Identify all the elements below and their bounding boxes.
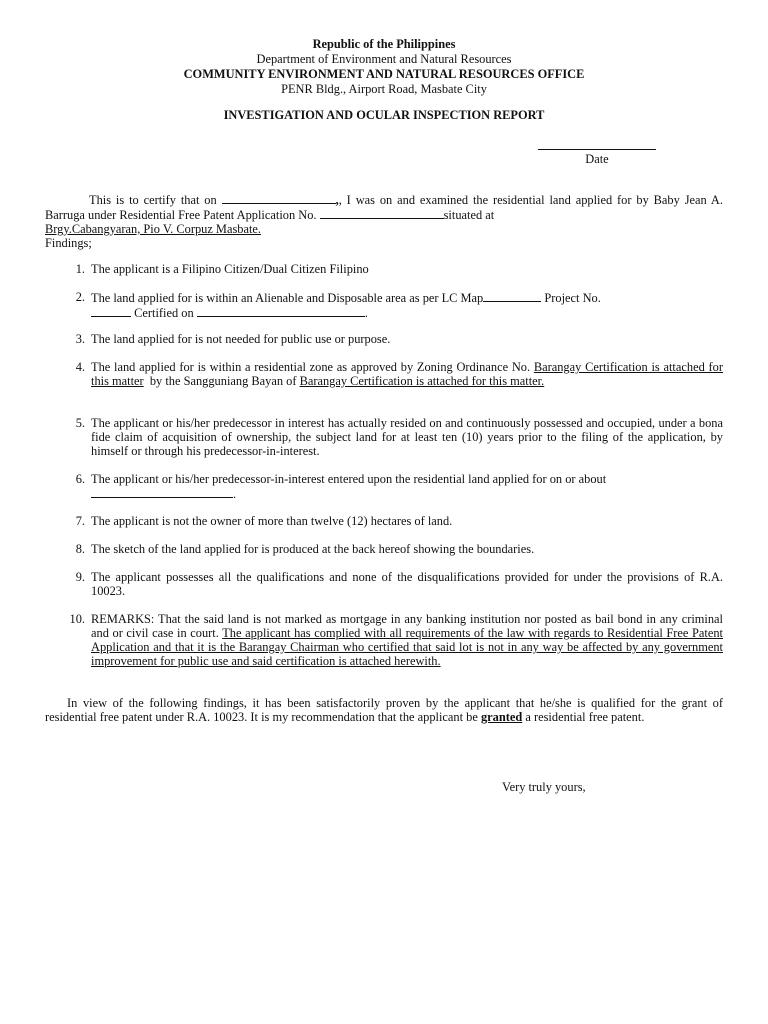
closing-paragraph: In view of the following findings, it has been satisfactorily proven by the applicant that he/she is qualified for the grant of residential free patent under R.A. 10023. It is my recommendation that the applicant be granted a residential free patent. [45, 696, 723, 724]
finding-number: 9. [75, 570, 85, 584]
finding-text: The land applied for is not needed for public use or purpose. [91, 332, 391, 346]
intro-part1: This is to certify that on [89, 193, 217, 207]
signoff: Very truly yours, [502, 780, 586, 794]
findings-label: Findings; [45, 236, 92, 250]
finding-number: 10. [69, 612, 85, 626]
finding-text: The land applied for is within a residential zone as approved by Zoning Ordinance No. Barangay Certification is attached for this matter by the Sangguniang Bayan of Barangay Certification is attached for this matter. [91, 360, 723, 388]
finding-text: REMARKS: That the said land is not marked as mortgage in any banking institution nor posted as bail bond in any criminal and or civil case in court. The applicant has complied with all requirements of the law with regards to Residential Free Patent Application and that it is the Barangay Chairman who certified that said lot is not in any way be affected by any government improvement for public use and said certification is attached herewith. [91, 612, 723, 668]
application-no-blank [320, 207, 444, 219]
finding-text: The land applied for is within an Alienable and Disposable area as per LC Map Project No. Certified on . [91, 291, 601, 320]
certify-date-blank [222, 192, 336, 204]
finding-text: The applicant is a Filipino Citizen/Dual Citizen Filipino [91, 262, 369, 276]
report-title: INVESTIGATION AND OCULAR INSPECTION REPORT [223, 108, 545, 122]
date-blank-line [538, 140, 656, 150]
entry-date-blank [91, 486, 233, 498]
finding-number: 8. [75, 542, 85, 556]
header-republic: Republic of the Philippines [312, 37, 456, 51]
finding-text: The applicant or his/her predecessor in interest has actually resided on and continuously possessed and occupied, under a bona fide claim of acquisition of ownership, the subject land for at least ten (10) years prior to the filing of the application, by himself or through his predecessor-in-interest. [91, 416, 723, 458]
lc-map-blank [483, 290, 541, 302]
finding-number: 5. [75, 416, 85, 430]
finding-number: 6. [75, 472, 85, 486]
finding-number: 2. [75, 290, 85, 304]
letterhead [0, 37, 768, 97]
intro-part2: , I was on and examined the residential land applied for by Baby Jean A. Barruga under Residential Free Patent Application No. [45, 193, 723, 222]
intro-paragraph: This is to certify that on ,, I was on and examined the residential land applied for by Baby Jean A. Barruga under Residential Free Patent Application No. situated at Brgy.Cabangyaran, Pio V. Corpuz Masbate. Findings; [45, 193, 723, 250]
intro-location: Brgy.Cabangyaran, Pio V. Corpuz Masbate. [45, 222, 262, 236]
finding-number: 1. [75, 262, 85, 276]
intro-part3: situated at [443, 208, 495, 222]
finding-text: The applicant possesses all the qualifications and none of the disqualifications provided for under the provisions of R.A. 10023. [91, 570, 723, 598]
header-address: PENR Bldg., Airport Road, Masbate City [281, 82, 487, 96]
project-no-blank [91, 305, 131, 317]
finding-number: 4. [75, 360, 85, 374]
date-label: Date [585, 152, 609, 166]
finding-text: The applicant or his/her predecessor-in-interest entered upon the residential land applied for on or about . [91, 472, 607, 501]
finding-text: The applicant is not the owner of more than twelve (12) hectares of land. [91, 514, 453, 528]
header-office: COMMUNITY ENVIRONMENT AND NATURAL RESOURCES OFFICE [183, 67, 585, 81]
certified-on-blank [197, 305, 365, 317]
finding-text: The sketch of the land applied for is produced at the back hereof showing the boundaries. [91, 542, 535, 556]
header-department: Department of Environment and Natural Resources [256, 52, 512, 66]
finding-number: 3. [75, 332, 85, 346]
date-field [538, 140, 656, 166]
granted-word: granted [480, 710, 523, 724]
finding-number: 7. [75, 514, 85, 528]
